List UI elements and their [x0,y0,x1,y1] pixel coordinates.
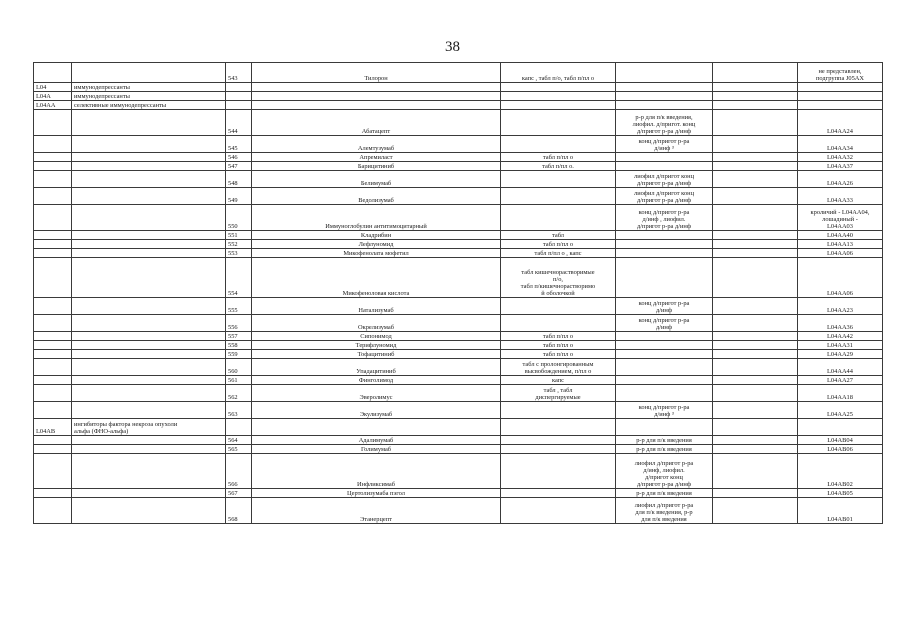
dosage-form-injectable: р-р для п/к введения [616,445,713,454]
empty-cell [713,298,798,315]
dosage-form-oral [501,205,616,231]
dosage-form-oral [501,315,616,332]
atc-group-code [34,153,72,162]
row-number: 560 [226,359,252,376]
atc-group-code [34,332,72,341]
row-number: 558 [226,341,252,350]
atc-group-code [34,359,72,376]
row-number: 548 [226,171,252,188]
group-name [72,153,226,162]
empty-cell [713,92,798,101]
empty-cell [713,454,798,489]
dosage-form-injectable: конц д/пригот р-ра д/инф [616,315,713,332]
dosage-form-oral [501,92,616,101]
atc-code: L04AA42 [798,332,883,341]
table-row [34,205,883,231]
row-number: 553 [226,249,252,258]
row-number: 544 [226,110,252,136]
empty-cell [713,249,798,258]
table-row [34,63,883,83]
drug-name: Микофенолата мофетил [252,249,501,258]
group-name [72,445,226,454]
dosage-form-oral [501,454,616,489]
dosage-form-injectable: р-р для п/к введения, лиофил. д/пригот. конц д/пригот р-ра д/инф [616,110,713,136]
group-name [72,258,226,298]
atc-group-code [34,315,72,332]
empty-cell [713,205,798,231]
dosage-form-oral: капс [501,376,616,385]
drug-name: Упадацитиниб [252,359,501,376]
empty-cell [713,83,798,92]
empty-cell [713,110,798,136]
row-number: 563 [226,402,252,419]
atc-group-code: L04 [34,83,72,92]
atc-group-code [34,454,72,489]
group-name [72,359,226,376]
table-body [34,63,883,524]
group-name [72,436,226,445]
dosage-form-injectable: конц д/пригот р-ра д/инф ³ [616,136,713,153]
row-number: 556 [226,315,252,332]
group-name [72,188,226,205]
dosage-form-injectable [616,376,713,385]
atc-group-code [34,498,72,524]
dosage-form-oral [501,136,616,153]
atc-code: L04AA33 [798,188,883,205]
dosage-form-oral [501,171,616,188]
group-name [72,136,226,153]
atc-group-code [34,385,72,402]
drug-name: Сипонимод [252,332,501,341]
empty-cell [713,419,798,436]
empty-cell [713,436,798,445]
dosage-form-oral: табл п/пл о [501,350,616,359]
group-name [72,350,226,359]
table-row [34,489,883,498]
row-number: 549 [226,188,252,205]
dosage-form-injectable [616,332,713,341]
row-number: 559 [226,350,252,359]
atc-code: L04AA18 [798,385,883,402]
table-row [34,162,883,171]
row-number [226,419,252,436]
drug-name: Кладрибин [252,231,501,240]
table-row [34,171,883,188]
table-row [34,240,883,249]
dosage-form-oral: табл с пролонгированным высвобождением, п/пл о [501,359,616,376]
group-name [72,171,226,188]
dosage-form-oral: табл п/пл о [501,341,616,350]
row-number [226,83,252,92]
empty-cell [713,359,798,376]
dosage-form-oral [501,402,616,419]
atc-code: L04AA34 [798,136,883,153]
atc-code: L04AA40 [798,231,883,240]
group-name [72,385,226,402]
row-number: 562 [226,385,252,402]
group-name [72,249,226,258]
atc-code [798,92,883,101]
table-row [34,101,883,110]
empty-cell [713,498,798,524]
dosage-form-injectable: конц д/пригот р-ра д/инф , лиофил. д/пригот р-ра д/инф [616,205,713,231]
table-row [34,359,883,376]
atc-group-code [34,136,72,153]
drug-name: Терифлуномид [252,341,501,350]
row-number: 555 [226,298,252,315]
atc-code: кроличий - L04AA04, лошадиный - L04AA03 [798,205,883,231]
dosage-form-injectable [616,231,713,240]
table-row [34,498,883,524]
group-name [72,402,226,419]
table-row [34,110,883,136]
dosage-form-injectable: лиофил д/пригот р-ра д/инф, лиофил. д/пригот конц д/пригот р-ра д/инф [616,454,713,489]
drug-name: Финголимод [252,376,501,385]
empty-cell [713,350,798,359]
empty-cell [713,240,798,249]
row-number: 564 [226,436,252,445]
drug-name: Этанерцепт [252,498,501,524]
table-row [34,153,883,162]
atc-group-code [34,188,72,205]
drug-name: Адалимумаб [252,436,501,445]
empty-cell [713,315,798,332]
drug-name: Лефлуномид [252,240,501,249]
atc-group-code [34,489,72,498]
empty-cell [713,258,798,298]
atc-group-code [34,402,72,419]
group-name: иммунодепрессанты [72,92,226,101]
drug-name: Тофацитиниб [252,350,501,359]
drug-name: Тилорон [252,63,501,83]
dosage-form-injectable: конц д/пригот р-ра д/инф ³ [616,402,713,419]
atc-group-code: L04AA [34,101,72,110]
empty-cell [713,385,798,402]
drug-name: Инфликсимаб [252,454,501,489]
dosage-form-oral [501,110,616,136]
group-name: ингибиторы фактора некроза опухоли альфа (ФНО-альфа) [72,419,226,436]
page-number: 38 [445,39,460,55]
row-number: 550 [226,205,252,231]
drug-name: Абатацепт [252,110,501,136]
dosage-form-injectable [616,63,713,83]
drug-name: Микофеноловая кислота [252,258,501,298]
row-number [226,101,252,110]
table-row [34,188,883,205]
atc-group-code [34,249,72,258]
group-name [72,376,226,385]
table-row [34,376,883,385]
table-row [34,83,883,92]
dosage-form-oral [501,83,616,92]
atc-code: L04AA25 [798,402,883,419]
drug-name: Эверолимус [252,385,501,402]
dosage-form-oral: табл , табл диспергируемые [501,385,616,402]
row-number: 554 [226,258,252,298]
row-number: 565 [226,445,252,454]
table-row [34,385,883,402]
row-number: 551 [226,231,252,240]
drug-name [252,101,501,110]
dosage-form-injectable: лиофил д/пригот р-ра для п/к введения, р-р для п/к введения [616,498,713,524]
dosage-form-oral [501,188,616,205]
empty-cell [713,445,798,454]
atc-group-code [34,341,72,350]
dosage-form-oral: табл п/пл о [501,332,616,341]
drug-name [252,92,501,101]
dosage-form-injectable [616,101,713,110]
table-row [34,436,883,445]
drug-name: Натализумаб [252,298,501,315]
dosage-form-injectable: р-р для п/к введения [616,436,713,445]
empty-cell [713,332,798,341]
atc-code: L04AB06 [798,445,883,454]
dosage-form-oral [501,101,616,110]
table-row [34,350,883,359]
dosage-form-injectable [616,249,713,258]
dosage-form-oral [501,298,616,315]
dosage-form-oral [501,436,616,445]
atc-code: не представлен, подгруппа J05AX [798,63,883,83]
group-name [72,454,226,489]
empty-cell [713,153,798,162]
table-row [34,402,883,419]
atc-code: L04AA24 [798,110,883,136]
dosage-form-injectable: конц д/пригот р-ра д/инф [616,298,713,315]
group-name [72,240,226,249]
drug-name: Барицитиниб [252,162,501,171]
dosage-form-injectable [616,162,713,171]
dosage-form-oral [501,419,616,436]
row-number: 567 [226,489,252,498]
group-name [72,489,226,498]
empty-cell [713,162,798,171]
atc-code: L04AA27 [798,376,883,385]
group-name [72,205,226,231]
dosage-form-oral: табл [501,231,616,240]
empty-cell [713,136,798,153]
dosage-form-injectable [616,350,713,359]
drug-name: Алемтузумаб [252,136,501,153]
group-name [72,162,226,171]
group-name [72,231,226,240]
atc-code: L04AB05 [798,489,883,498]
empty-cell [713,402,798,419]
empty-cell [713,101,798,110]
atc-group-code [34,298,72,315]
atc-code: L04AA13 [798,240,883,249]
atc-code: L04AA37 [798,162,883,171]
table-row [34,298,883,315]
atc-group-code: L04A [34,92,72,101]
atc-code: L04AA06 [798,249,883,258]
empty-cell [713,376,798,385]
drug-name: Белимумаб [252,171,501,188]
atc-code: L04AA31 [798,341,883,350]
dosage-form-oral: табл кишечнорастворимые п/о, табл п/кишечнорастворимо й оболочкой [501,258,616,298]
atc-code: L04AB01 [798,498,883,524]
dosage-form-injectable [616,341,713,350]
atc-group-code [34,205,72,231]
row-number: 547 [226,162,252,171]
atc-code: L04AA44 [798,359,883,376]
table-row [34,136,883,153]
atc-code: L04AA36 [798,315,883,332]
atc-group-code [34,258,72,298]
table-row [34,258,883,298]
drug-name [252,419,501,436]
atc-group-code [34,162,72,171]
dosage-form-oral: табл п/пл о. [501,162,616,171]
dosage-form-oral [501,489,616,498]
atc-code: L04AA29 [798,350,883,359]
group-name: иммунодепрессанты [72,83,226,92]
empty-cell [713,231,798,240]
row-number: 546 [226,153,252,162]
atc-code: L04AA26 [798,171,883,188]
dosage-form-oral: табл п/пл о [501,153,616,162]
atc-code [798,419,883,436]
drug-name: Окрелизумаб [252,315,501,332]
atc-code [798,83,883,92]
atc-group-code [34,445,72,454]
row-number [226,92,252,101]
table-row [34,332,883,341]
dosage-form-oral: табл п/пл о [501,240,616,249]
dosage-form-oral: капс , табл п/о, табл п/пл о [501,63,616,83]
atc-code: L04AA32 [798,153,883,162]
table-row [34,92,883,101]
drug-name: Апремиласт [252,153,501,162]
atc-group-code [34,63,72,83]
drug-name: Цертолизумаба пэгол [252,489,501,498]
dosage-form-oral [501,445,616,454]
atc-code: L04AA06 [798,258,883,298]
atc-code: L04AB02 [798,454,883,489]
empty-cell [713,63,798,83]
dosage-form-oral: табл п/пл о , капс [501,249,616,258]
row-number: 543 [226,63,252,83]
group-name [72,341,226,350]
table-row [34,315,883,332]
atc-group-code [34,171,72,188]
dosage-form-injectable [616,258,713,298]
dosage-form-injectable [616,83,713,92]
group-name [72,110,226,136]
atc-group-code [34,350,72,359]
group-name [72,498,226,524]
dosage-form-injectable [616,385,713,402]
atc-group-code: L04AB [34,419,72,436]
dosage-form-oral [501,498,616,524]
row-number: 545 [226,136,252,153]
drug-name: Иммуноглобулин антитимоцитарный [252,205,501,231]
drug-name: Экулизумаб [252,402,501,419]
atc-group-code [34,376,72,385]
table-row [34,445,883,454]
table-row [34,231,883,240]
row-number: 568 [226,498,252,524]
atc-code: L04AB04 [798,436,883,445]
row-number: 561 [226,376,252,385]
dosage-form-injectable: лиофил д/пригот конц д/пригот р-ра д/инф [616,188,713,205]
row-number: 552 [226,240,252,249]
drug-name: Ведолизумаб [252,188,501,205]
table-row [34,454,883,489]
drug-name [252,83,501,92]
group-name: селективные иммунодепрессанты [72,101,226,110]
dosage-form-injectable [616,92,713,101]
group-name [72,63,226,83]
dosage-form-injectable: лиофил д/пригот конц д/пригот р-ра д/инф [616,171,713,188]
group-name [72,332,226,341]
dosage-form-injectable [616,359,713,376]
row-number: 557 [226,332,252,341]
atc-code [798,101,883,110]
dosage-form-injectable: р-р для п/к введения [616,489,713,498]
dosage-form-injectable [616,153,713,162]
table-row [34,419,883,436]
atc-code: L04AA23 [798,298,883,315]
drug-name: Голимумаб [252,445,501,454]
empty-cell [713,341,798,350]
group-name [72,298,226,315]
atc-group-code [34,436,72,445]
drug-list-table [33,62,883,524]
group-name [72,315,226,332]
empty-cell [713,188,798,205]
dosage-form-injectable [616,240,713,249]
dosage-form-injectable [616,419,713,436]
atc-group-code [34,110,72,136]
atc-group-code [34,231,72,240]
empty-cell [713,171,798,188]
empty-cell [713,489,798,498]
row-number: 566 [226,454,252,489]
atc-group-code [34,240,72,249]
table-row [34,341,883,350]
table-row [34,249,883,258]
